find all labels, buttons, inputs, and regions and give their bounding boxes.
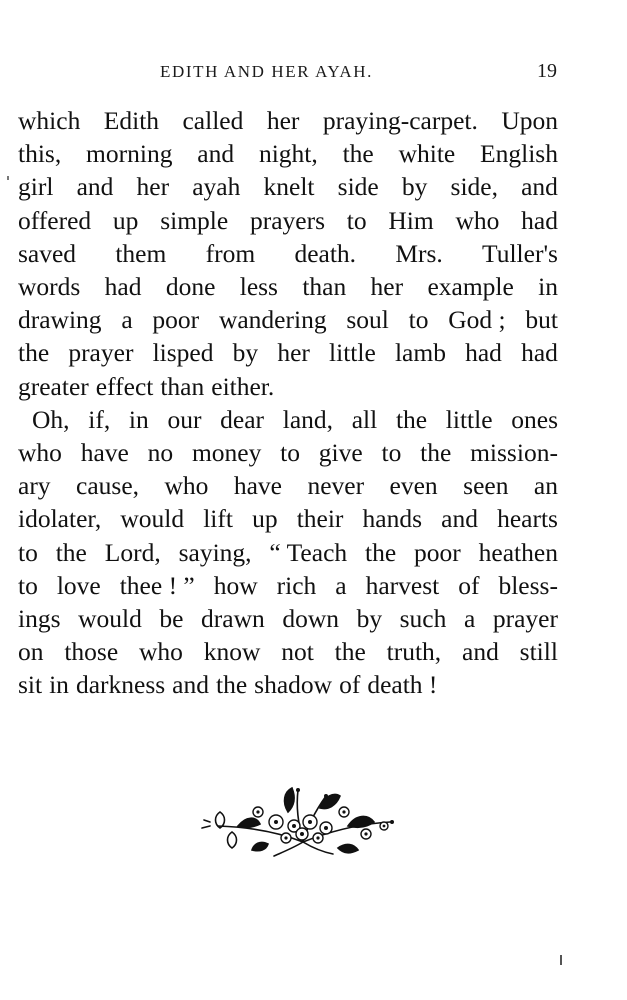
word: and: [441, 504, 478, 534]
word: Mrs.: [395, 238, 443, 268]
text-line: [18, 104, 558, 137]
word: example: [427, 272, 514, 302]
text-line: [18, 137, 558, 170]
text-line: [18, 403, 558, 436]
word: this,: [18, 139, 62, 169]
word: from: [205, 238, 256, 268]
word: of: [458, 570, 480, 600]
word: saying,: [178, 537, 252, 567]
word: effect: [95, 371, 154, 401]
text-line: [18, 237, 558, 270]
word: the: [55, 537, 87, 567]
word: soul: [346, 305, 389, 335]
word: either.: [211, 371, 275, 401]
word: ings: [18, 604, 61, 634]
word: on: [18, 637, 44, 667]
word: idolater,: [18, 504, 102, 534]
running-title: EDITH AND HER AYAH.: [160, 62, 374, 81]
word: the: [395, 404, 428, 434]
word: who: [164, 471, 209, 501]
word: still: [519, 637, 558, 667]
stray-ink-mark: [7, 176, 9, 180]
word: the: [365, 537, 397, 567]
word: prayer: [492, 604, 558, 634]
word: death !: [367, 670, 438, 700]
word: thee ! ”: [119, 570, 195, 600]
word: darkness: [75, 670, 166, 700]
word: by: [356, 604, 383, 634]
word: love: [56, 570, 101, 600]
word: Oh,: [32, 404, 70, 434]
text-line: [18, 469, 558, 502]
word: her: [277, 338, 310, 368]
text-line: [18, 602, 558, 635]
word: money: [191, 438, 262, 468]
text-line: [18, 370, 558, 403]
word: the: [342, 139, 374, 169]
text-line: [18, 569, 558, 602]
word: a: [121, 305, 133, 335]
word: who: [18, 438, 62, 468]
text-line: [18, 536, 558, 569]
stray-ink-mark: [560, 955, 562, 965]
word: an: [533, 471, 558, 501]
word: praying-carpet.: [322, 106, 478, 135]
word: such: [399, 604, 447, 634]
word: greater: [18, 371, 89, 401]
word: knelt: [263, 172, 315, 202]
text-line: [18, 303, 558, 336]
text-line: [18, 668, 558, 701]
word: and: [521, 172, 558, 202]
text-line: [18, 635, 558, 668]
word: who: [455, 205, 500, 235]
floral-tailpiece-icon: [198, 782, 408, 860]
word: the: [334, 637, 366, 667]
word: up: [252, 504, 278, 534]
word: have: [80, 438, 129, 468]
word: offered: [18, 205, 92, 235]
word: if,: [88, 404, 111, 434]
word: shadow: [254, 670, 333, 700]
word: in: [538, 272, 558, 302]
word: ayah: [192, 172, 241, 202]
word: to: [381, 438, 402, 468]
word: little: [329, 338, 376, 368]
word: little: [445, 404, 493, 434]
word: harvest: [365, 570, 440, 600]
word: “ Teach: [269, 537, 348, 567]
word: Him: [388, 205, 434, 235]
body-text: [18, 104, 558, 702]
word: to: [280, 438, 300, 468]
word: lisped: [152, 338, 214, 368]
word: up: [112, 205, 139, 235]
word: dear: [220, 404, 265, 434]
word: would: [120, 504, 185, 534]
word: saved: [18, 238, 77, 268]
word: be: [159, 604, 184, 634]
word: her: [136, 172, 170, 202]
word: words: [18, 272, 81, 302]
word: poor: [414, 537, 461, 567]
word: those: [64, 637, 119, 667]
word: Tuller's: [482, 238, 558, 268]
word: a: [463, 604, 476, 634]
text-line: [18, 502, 558, 535]
word: to: [18, 570, 38, 600]
word: and: [172, 670, 209, 700]
word: the: [216, 670, 248, 700]
word: by: [232, 338, 259, 368]
word: ary: [18, 471, 51, 501]
text-line: [18, 336, 558, 369]
word: our: [167, 404, 202, 434]
word: prayer: [68, 338, 134, 368]
word: Upon: [501, 106, 558, 135]
word: which: [18, 106, 81, 135]
word: to: [408, 305, 429, 335]
word: not: [281, 637, 314, 667]
word: side,: [450, 172, 498, 202]
word: mission-: [470, 438, 558, 468]
word: land,: [282, 404, 334, 434]
word: and: [462, 637, 499, 667]
word: seen: [463, 471, 509, 501]
word: morning: [86, 139, 173, 169]
word: drawn: [201, 604, 265, 634]
word: drawing: [18, 305, 102, 335]
word: would: [78, 604, 142, 634]
word: truth,: [386, 637, 442, 667]
word: her: [266, 106, 300, 135]
text-line: [18, 270, 558, 303]
word: to: [18, 537, 38, 567]
word: and: [197, 139, 235, 169]
word: a: [335, 570, 347, 600]
word: know: [203, 637, 261, 667]
word: called: [182, 106, 244, 135]
word: cause,: [76, 471, 140, 501]
word: wandering: [218, 305, 327, 335]
word: had: [521, 205, 558, 235]
word: than: [160, 371, 205, 401]
word: rich: [276, 570, 317, 600]
word: all: [351, 404, 378, 434]
word: by: [401, 172, 428, 202]
word: lift: [203, 504, 233, 534]
word: prayers: [249, 205, 325, 235]
word: had: [521, 338, 558, 368]
word: had: [104, 272, 142, 302]
word: God ;: [448, 305, 506, 335]
word: Lord,: [104, 537, 161, 567]
word: them: [115, 238, 167, 268]
word: than: [302, 272, 347, 302]
word: their: [296, 504, 344, 534]
word: the: [420, 438, 452, 468]
word: simple: [160, 205, 229, 235]
word: never: [307, 471, 365, 501]
word: night,: [258, 139, 318, 169]
word: hearts: [497, 504, 558, 534]
word: hands: [362, 504, 423, 534]
word: of: [339, 670, 361, 700]
word: her: [370, 272, 404, 302]
word: heathen: [478, 537, 558, 567]
word: have: [233, 471, 282, 501]
word: in: [128, 404, 149, 434]
text-line: [18, 170, 558, 203]
word: no: [147, 438, 174, 468]
word: English: [480, 139, 558, 169]
word: who: [138, 637, 183, 667]
word: down: [282, 604, 339, 634]
word: sit: [18, 670, 43, 700]
word: bless-: [498, 570, 558, 600]
word: ones: [511, 404, 558, 434]
word: to: [346, 205, 367, 235]
word: done: [165, 272, 216, 302]
word: and: [76, 172, 114, 202]
word: side: [337, 172, 379, 202]
word: give: [318, 438, 363, 468]
word: in: [49, 670, 69, 700]
word: even: [389, 471, 438, 501]
word: white: [398, 139, 456, 169]
page-number: 19: [537, 60, 557, 82]
word: girl: [18, 172, 54, 202]
word: how: [213, 570, 258, 600]
word: Edith: [103, 106, 160, 135]
text-line: [18, 436, 558, 469]
word: poor: [152, 305, 200, 335]
word: the: [18, 338, 50, 368]
word: had: [465, 338, 502, 368]
word: less: [239, 272, 278, 302]
text-line: [18, 204, 558, 237]
word: death.: [294, 238, 357, 268]
word: but: [525, 305, 558, 335]
word: lamb: [394, 338, 446, 368]
